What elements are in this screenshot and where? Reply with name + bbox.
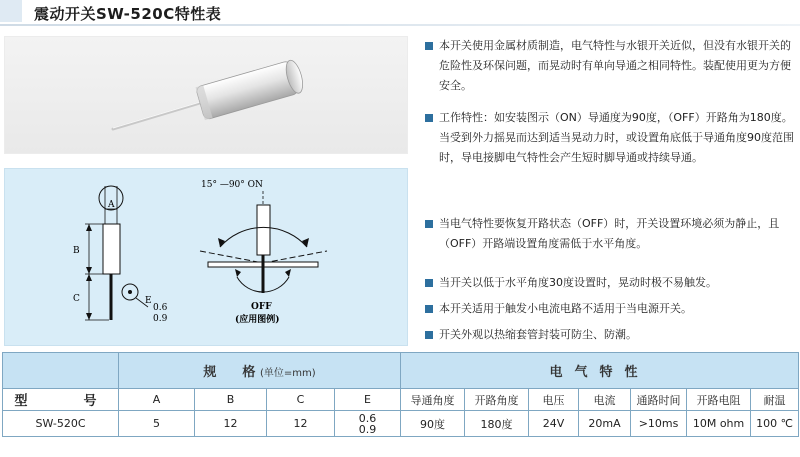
cell-temperature: 100 ℃ bbox=[751, 411, 799, 437]
dim-e-value-2: 0.9 bbox=[153, 314, 168, 324]
cell-b: 12 bbox=[195, 411, 267, 437]
feature-text: 本开关适用于触发小电流电路不适用于当电源开关。 bbox=[439, 302, 692, 315]
square-bullet-icon bbox=[425, 331, 433, 339]
cell-on-time: >10ms bbox=[631, 411, 687, 437]
square-bullet-icon bbox=[425, 114, 433, 122]
col-header: C bbox=[267, 389, 335, 411]
electrical-header bbox=[401, 353, 799, 389]
col-header: A bbox=[119, 389, 195, 411]
title-bar bbox=[0, 0, 800, 26]
square-bullet-icon bbox=[425, 220, 433, 228]
col-header: 电压 bbox=[529, 389, 579, 411]
vibration-switch-image bbox=[5, 37, 409, 155]
cell-a: 5 bbox=[119, 411, 195, 437]
title-divider bbox=[0, 24, 800, 26]
feature-item-package bbox=[425, 325, 795, 345]
feature-text: 工作特性：如安装图示（ON）导通度为90度，（OFF）开路角为180度。当受到外力摇晃而达到适当晃动力时，或设置角底低于导通角度90度范围时，导电接脚电气特性会产生短时脚导通或持续导通。 bbox=[439, 111, 794, 164]
cell-c: 12 bbox=[267, 411, 335, 437]
cell-e-value-1: 0.6 bbox=[358, 411, 377, 425]
spec-unit: (单位=mm) bbox=[259, 368, 316, 379]
spec-table bbox=[2, 352, 799, 437]
dim-e-label: E bbox=[145, 296, 152, 306]
dim-b-label: B bbox=[73, 246, 80, 256]
model-cell: SW-520C bbox=[3, 411, 119, 437]
col-header: 导通角度 bbox=[401, 389, 465, 411]
cell-e bbox=[335, 411, 401, 437]
col-header: E bbox=[335, 389, 401, 411]
page-title: 震动开关SW-520C特性表 bbox=[34, 5, 222, 23]
square-bullet-icon bbox=[425, 42, 433, 50]
col-header: 开路电阻 bbox=[687, 389, 751, 411]
angle-label: 15° —90° ON bbox=[201, 180, 263, 190]
model-header-blank bbox=[3, 353, 119, 389]
col-header: 开路角度 bbox=[465, 389, 529, 411]
feature-text: 开关外观以热缩套管封装可防尘、防潮。 bbox=[439, 328, 637, 341]
title-decoration bbox=[0, 0, 22, 22]
cell-off-resistance: 10M ohm bbox=[687, 411, 751, 437]
example-label: (应用图例) bbox=[235, 315, 280, 325]
table-header-row bbox=[3, 353, 799, 389]
square-bullet-icon bbox=[425, 279, 433, 287]
application-diagram bbox=[4, 168, 408, 346]
table-row bbox=[3, 411, 799, 437]
feature-item-usage bbox=[425, 299, 795, 319]
feature-text: 本开关使用金属材质制造，电气特性与水银开关近似，但没有水银开关的危险性及环保问题，而晃动时有单向导通之相同特性。装配使用更为方便安全。 bbox=[439, 39, 791, 92]
col-header: 电流 bbox=[579, 389, 631, 411]
cell-current: 20mA bbox=[579, 411, 631, 437]
table-column-row bbox=[3, 389, 799, 411]
col-header: B bbox=[195, 389, 267, 411]
feature-item-reset bbox=[425, 214, 795, 254]
square-bullet-icon bbox=[425, 305, 433, 313]
cell-off-angle: 180度 bbox=[465, 411, 529, 437]
spec-header bbox=[119, 353, 401, 389]
dim-c-label: C bbox=[73, 294, 80, 304]
cell-voltage: 24V bbox=[529, 411, 579, 437]
col-header: 耐温 bbox=[751, 389, 799, 411]
cell-on-angle: 90度 bbox=[401, 411, 465, 437]
feature-item-angle bbox=[425, 273, 795, 293]
electrical-title: 电气特性 bbox=[549, 365, 650, 380]
feature-text: 当电气特性要恢复开路状态（OFF）时，开关设置环境必须为静止，且（OFF）开路端设置角度需低于水平角度。 bbox=[439, 217, 780, 250]
spec-title: 规 格 bbox=[203, 365, 256, 380]
feature-item-working bbox=[425, 108, 795, 168]
off-label: OFF bbox=[251, 302, 272, 312]
cell-e-value-2: 0.9 bbox=[358, 422, 377, 436]
feature-text: 当开关以低于水平角度30度设置时，晃动时极不易触发。 bbox=[439, 276, 717, 289]
dim-a-label: A bbox=[108, 200, 115, 210]
model-header: 型 号 bbox=[3, 389, 119, 411]
dimension-drawing bbox=[5, 169, 409, 347]
dim-e-value-1: 0.6 bbox=[153, 303, 168, 313]
feature-item-material bbox=[425, 36, 795, 96]
col-header: 通路时间 bbox=[631, 389, 687, 411]
product-photo bbox=[4, 36, 408, 154]
